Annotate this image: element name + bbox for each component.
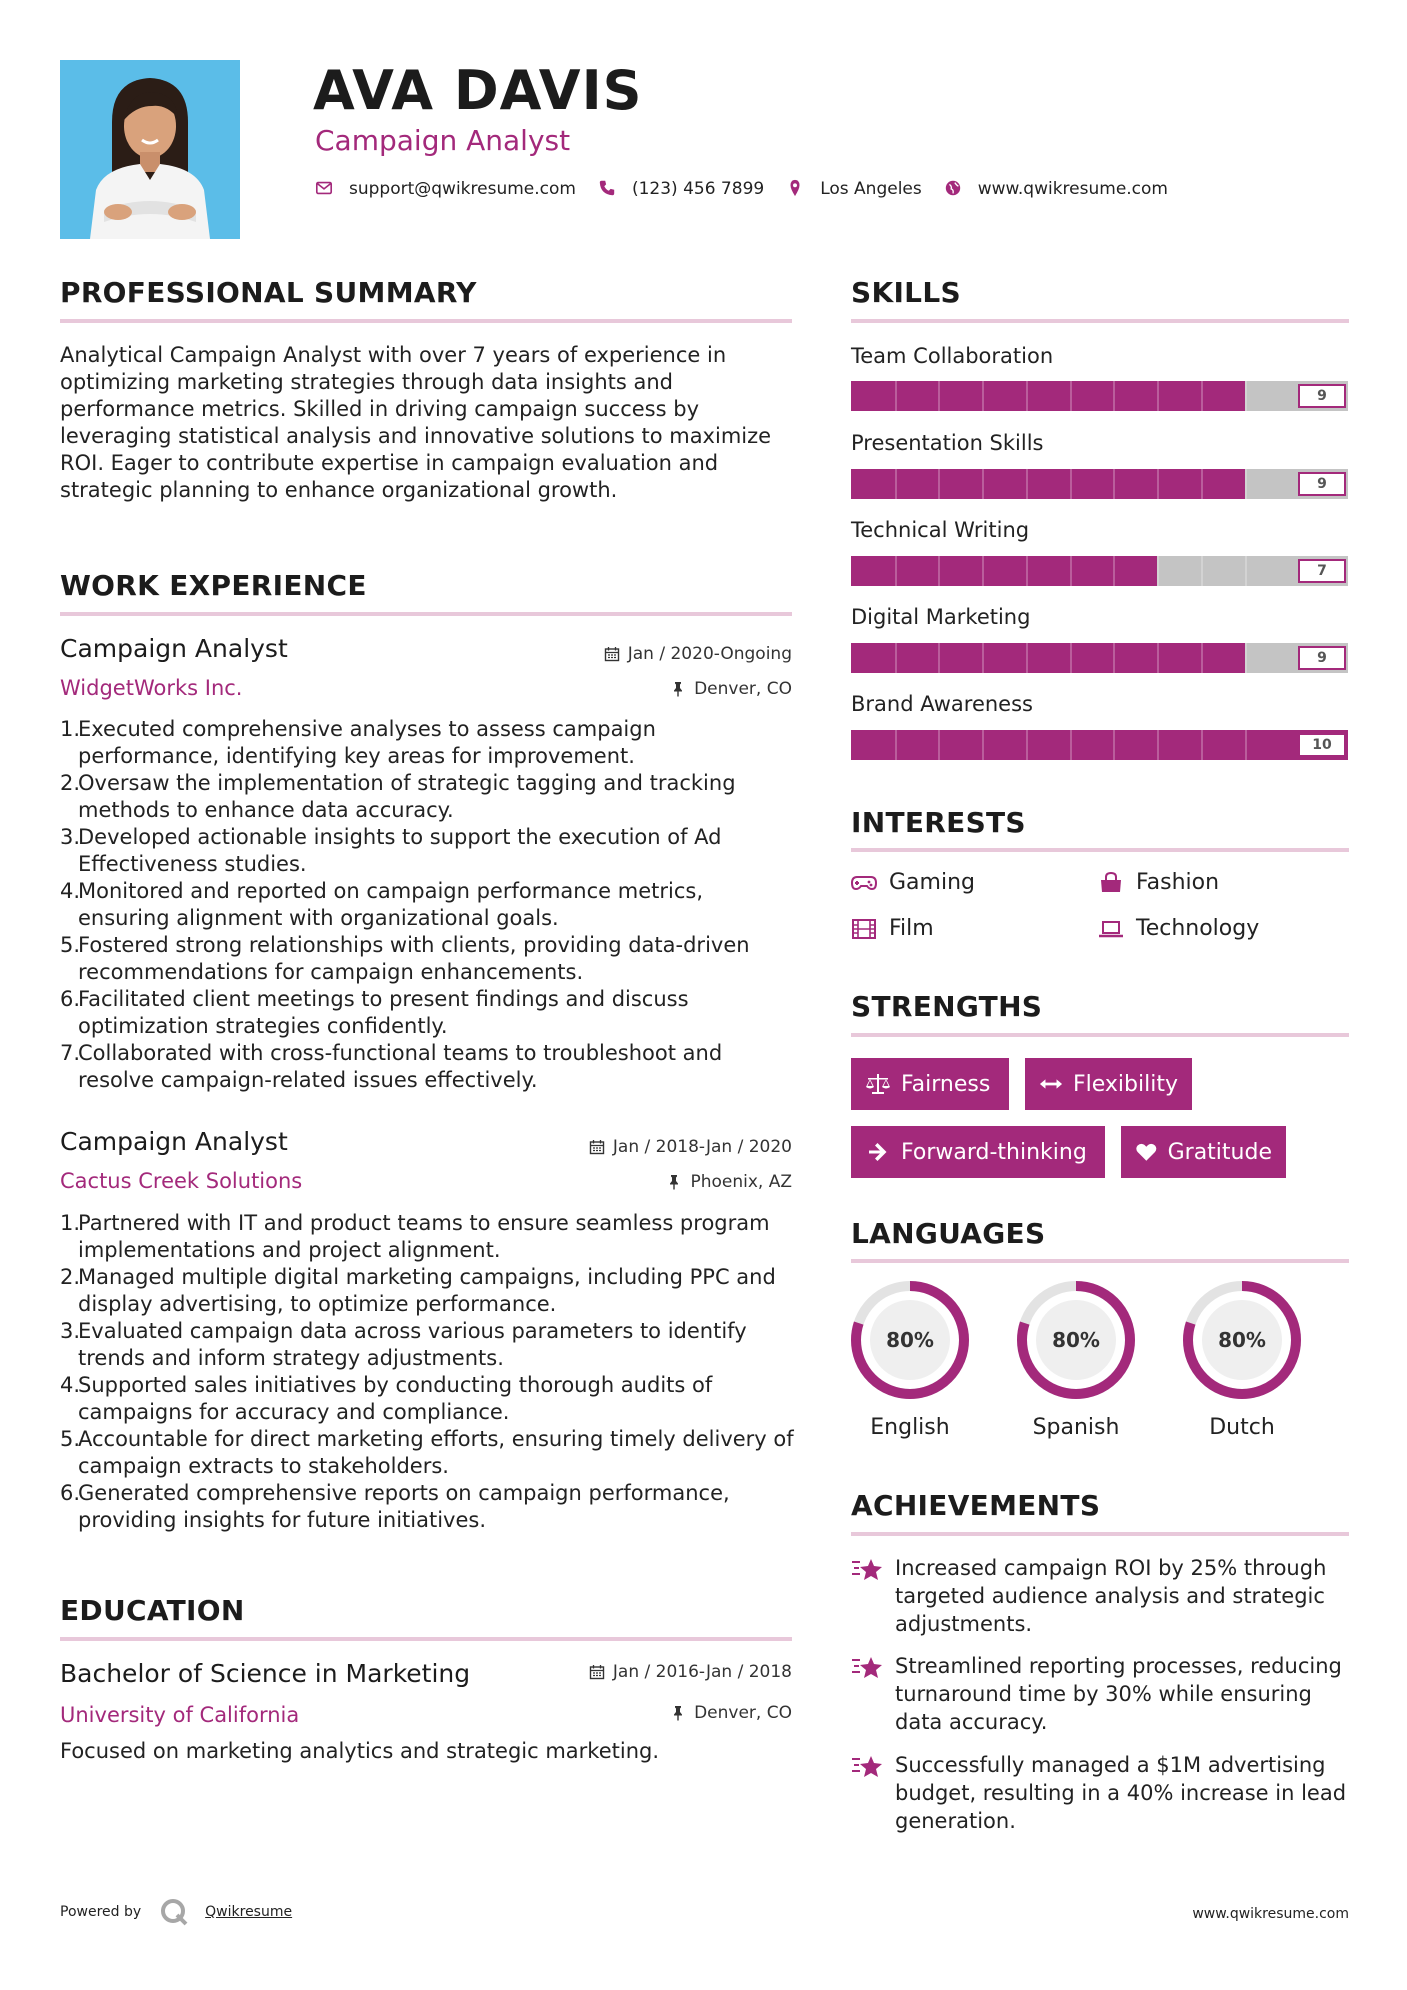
skill-label: Team Collaboration	[851, 344, 1054, 368]
skill-bar-segment	[1113, 643, 1115, 673]
strength-tag	[851, 1126, 1105, 1178]
summary-text: Analytical Campaign Analyst with over 7 years of experience in optimizing marketing strategies through data insights and performance metrics. Skilled in driving campaign success by leveraging statistical analysis and innovative solutions to maximize ROI. Eager to contribute expertise in campaign evaluation and strategic planning to enhance organizational growth.	[60, 343, 772, 502]
experience-heading: WORK EXPERIENCE	[60, 569, 367, 602]
education-dates	[589, 1661, 792, 1683]
balance-scale-icon	[865, 1072, 891, 1096]
job-dates	[589, 1136, 792, 1158]
skill-bar-segment	[1157, 556, 1159, 586]
interest-item	[851, 915, 934, 943]
languages-rule	[851, 1259, 1349, 1263]
list-item: 4. Monitored and reported on campaign performance metrics, ensuring alignment with organizational goals.	[60, 879, 703, 930]
skill-bar-segment	[1113, 730, 1115, 760]
job-dates-text: Jan / 2020-Ongoing	[627, 644, 792, 664]
languages-heading: LANGUAGES	[851, 1217, 1046, 1250]
skill-bar-segment	[1070, 381, 1072, 411]
interests-heading: INTERESTS	[851, 806, 1026, 839]
shooting-star-icon	[851, 1751, 895, 1835]
job-location	[670, 678, 792, 700]
skill-bar-segment	[1157, 643, 1159, 673]
skill-bar-segment	[982, 556, 984, 586]
skill-bar-fill	[851, 469, 1245, 499]
skills-rule	[851, 319, 1349, 323]
skill-bar	[851, 730, 1348, 760]
achievements-rule	[851, 1532, 1349, 1536]
skill-bar-segment	[1245, 556, 1247, 586]
skill-bar-segment	[1245, 469, 1247, 499]
pushpin-icon	[670, 1705, 686, 1721]
skill-bar-fill	[851, 381, 1245, 411]
list-item: 1. Executed comprehensive analyses to assess campaign performance, identifying key areas for improvement.	[60, 717, 656, 768]
skill-bar-segment	[1070, 730, 1072, 760]
contact-location: Los Angeles	[820, 179, 922, 199]
skill-label: Presentation Skills	[851, 431, 1044, 455]
skill-bar-segment	[982, 469, 984, 499]
achievement-text: Increased campaign ROI by 25% through targeted audience analysis and strategic adjustments.	[895, 1556, 1327, 1636]
skill-bar	[851, 556, 1348, 586]
phone-icon	[598, 179, 618, 199]
skill-bar-segment	[1026, 469, 1028, 499]
achievements-heading: ACHIEVEMENTS	[851, 1489, 1101, 1522]
education-location-text: Denver, CO	[694, 1703, 792, 1723]
list-item: 2. Oversaw the implementation of strategic tagging and tracking methods to enhance data accuracy.	[60, 771, 736, 822]
skill-bar-segment	[1245, 730, 1247, 760]
skill-bar-fill	[851, 730, 1348, 760]
job-company: Cactus Creek Solutions	[60, 1169, 303, 1193]
school-name: University of California	[60, 1703, 300, 1727]
skill-bar-segment	[1026, 730, 1028, 760]
summary-heading: PROFESSIONAL SUMMARY	[60, 276, 477, 309]
contact-phone[interactable]: (123) 456 7899	[631, 179, 765, 199]
list-item: 3. Developed actionable insights to support the execution of Ad Effectiveness studies.	[60, 825, 722, 876]
skill-bar-segment	[1201, 469, 1203, 499]
candidate-name: AVA DAVIS	[313, 59, 643, 122]
language-name: English	[870, 1415, 950, 1440]
strength-tag	[1121, 1126, 1286, 1178]
job-duties-list	[60, 716, 800, 1094]
language-item	[848, 1278, 972, 1442]
calendar-icon	[589, 1139, 605, 1155]
skill-bar-segment	[938, 556, 940, 586]
job-title: Campaign Analyst	[60, 634, 288, 663]
footer-website[interactable]: www.qwikresume.com	[1192, 1906, 1349, 1922]
job-location-text: Phoenix, AZ	[690, 1172, 792, 1192]
language-name: Spanish	[1032, 1415, 1120, 1440]
skill-bar-segment	[1070, 556, 1072, 586]
skill-bar-segment	[1245, 643, 1247, 673]
interest-item	[851, 869, 975, 897]
gamepad-icon	[851, 871, 879, 895]
candidate-title: Campaign Analyst	[315, 124, 571, 157]
pushpin-icon	[666, 1174, 682, 1190]
skill-bar-segment	[1026, 643, 1028, 673]
profile-photo	[60, 60, 240, 239]
interest-item	[1098, 869, 1219, 897]
skill-bar-segment	[1201, 556, 1203, 586]
contact-bar	[315, 179, 1190, 199]
interest-label: Film	[889, 916, 934, 941]
map-pin-icon	[786, 179, 806, 199]
skill-bar-segment	[982, 730, 984, 760]
list-item: 2. Managed multiple digital marketing campaigns, including PPC and display advertising, to optimize performance.	[60, 1265, 776, 1316]
job-location-text: Denver, CO	[694, 679, 792, 699]
language-percent: 80%	[1052, 1328, 1100, 1352]
experience-rule	[60, 612, 792, 616]
skill-bar-segment	[1026, 556, 1028, 586]
skill-bar-segment	[1113, 469, 1115, 499]
achievement-item	[851, 1554, 1356, 1638]
strength-label: Fairness	[901, 1071, 991, 1097]
job-company: WidgetWorks Inc.	[60, 676, 243, 700]
education-heading: EDUCATION	[60, 1594, 245, 1627]
skill-bar-segment	[938, 469, 940, 499]
skills-heading: SKILLS	[851, 276, 961, 309]
skill-bar	[851, 469, 1348, 499]
skill-score: 9	[1298, 472, 1346, 496]
strengths-rule	[851, 1033, 1349, 1037]
list-item: 7. Collaborated with cross-functional teams to troubleshoot and resolve campaign-related issues effectively.	[60, 1041, 723, 1092]
footer-powered-by	[60, 1897, 292, 1927]
language-ring	[1180, 1278, 1304, 1402]
interest-label: Technology	[1136, 916, 1260, 941]
skill-bar-segment	[1070, 469, 1072, 499]
skill-bar-segment	[1201, 643, 1203, 673]
qwikresume-link[interactable]: Qwikresume	[205, 1904, 293, 1920]
skill-bar-segment	[1070, 643, 1072, 673]
interest-item	[1098, 915, 1259, 943]
skill-bar-segment	[1026, 381, 1028, 411]
heart-icon	[1135, 1140, 1158, 1164]
skill-bar-segment	[938, 730, 940, 760]
skill-bar-segment	[1113, 381, 1115, 411]
skill-score: 9	[1298, 384, 1346, 408]
pushpin-icon	[670, 681, 686, 697]
skill-bar-fill	[851, 556, 1157, 586]
skill-bar-segment	[895, 381, 897, 411]
achievement-text: Streamlined reporting processes, reducing turnaround time by 30% while ensuring data accuracy.	[895, 1654, 1342, 1734]
handbag-icon	[1098, 871, 1126, 895]
list-item: 5. Fostered strong relationships with clients, providing data-driven recommendations for campaign enhancements.	[60, 933, 750, 984]
skill-bar-segment	[895, 469, 897, 499]
calendar-icon	[604, 646, 620, 662]
arrows-horizontal-icon	[1039, 1072, 1063, 1096]
arrow-right-icon	[865, 1140, 891, 1164]
contact-website[interactable]: www.qwikresume.com	[977, 179, 1168, 199]
language-ring	[848, 1278, 972, 1402]
list-item: 4. Supported sales initiatives by conducting thorough audits of campaigns for accuracy and compliance.	[60, 1373, 713, 1424]
education-rule	[60, 1637, 792, 1641]
language-item	[1180, 1278, 1304, 1442]
skill-bar	[851, 643, 1348, 673]
skill-bar-segment	[1157, 469, 1159, 499]
interest-label: Gaming	[889, 870, 975, 895]
skill-label: Brand Awareness	[851, 692, 1033, 716]
film-icon	[851, 917, 879, 941]
list-item: 5. Accountable for direct marketing efforts, ensuring timely delivery of campaign extracts to stakeholders.	[60, 1427, 794, 1478]
skill-bar-segment	[1201, 730, 1203, 760]
skill-bar-segment	[938, 381, 940, 411]
degree-title: Bachelor of Science in Marketing	[60, 1659, 471, 1688]
skill-score: 7	[1298, 559, 1346, 583]
job-location	[666, 1171, 792, 1193]
globe-icon	[944, 179, 964, 199]
skill-bar-segment	[895, 730, 897, 760]
education-location	[670, 1702, 792, 1724]
skill-bar-segment	[1113, 556, 1115, 586]
achievement-item	[851, 1751, 1356, 1835]
powered-by-label: Powered by	[60, 1904, 142, 1920]
strength-label: Gratitude	[1167, 1139, 1272, 1165]
laptop-icon	[1098, 917, 1126, 941]
skill-score: 10	[1298, 733, 1346, 757]
skill-label: Technical Writing	[851, 518, 1030, 542]
list-item: 3. Evaluated campaign data across various parameters to identify trends and inform strategy adjustments.	[60, 1319, 747, 1370]
language-item	[1014, 1278, 1138, 1442]
skill-bar-segment	[895, 643, 897, 673]
skill-bar-segment	[1201, 381, 1203, 411]
list-item: 6. Generated comprehensive reports on campaign performance, providing insights for future initiatives.	[60, 1481, 730, 1532]
skill-bar-segment	[982, 643, 984, 673]
skill-bar-segment	[1157, 381, 1159, 411]
job-duties-list	[60, 1210, 800, 1534]
skill-bar-segment	[982, 381, 984, 411]
education-description: Focused on marketing analytics and strategic marketing.	[60, 1739, 660, 1763]
shooting-star-icon	[851, 1652, 895, 1736]
skill-bar-segment	[938, 643, 940, 673]
skill-score: 9	[1298, 646, 1346, 670]
achievement-item	[851, 1652, 1356, 1736]
shooting-star-icon	[851, 1554, 895, 1638]
achievement-text: Successfully managed a $1M advertising budget, resulting in a 40% increase in lead generation.	[895, 1753, 1347, 1833]
job-title: Campaign Analyst	[60, 1127, 288, 1156]
skill-bar-segment	[895, 556, 897, 586]
list-item: 1. Partnered with IT and product teams to ensure seamless program implementations and project alignment.	[60, 1211, 770, 1262]
interests-rule	[851, 848, 1349, 852]
language-percent: 80%	[886, 1328, 934, 1352]
envelope-icon	[315, 179, 335, 199]
strength-label: Flexibility	[1073, 1071, 1178, 1097]
interest-label: Fashion	[1136, 870, 1220, 895]
contact-email[interactable]: support@qwikresume.com	[349, 179, 576, 199]
language-name: Dutch	[1209, 1415, 1275, 1440]
summary-rule	[60, 319, 792, 323]
language-percent: 80%	[1218, 1328, 1266, 1352]
calendar-icon	[589, 1664, 605, 1680]
list-item: 6. Facilitated client meetings to present findings and discuss optimization strategies confidently.	[60, 987, 689, 1038]
skill-label: Digital Marketing	[851, 605, 1031, 629]
skill-bar	[851, 381, 1348, 411]
education-dates-text: Jan / 2016-Jan / 2018	[612, 1662, 792, 1682]
job-dates	[604, 643, 792, 665]
skill-bar-segment	[1245, 381, 1247, 411]
language-ring	[1014, 1278, 1138, 1402]
strength-tag	[851, 1058, 1009, 1110]
job-dates-text: Jan / 2018-Jan / 2020	[612, 1137, 792, 1157]
qwikresume-logo-icon	[159, 1897, 189, 1927]
strengths-heading: STRENGTHS	[851, 990, 1043, 1023]
skill-bar-fill	[851, 643, 1245, 673]
strength-label: Forward-thinking	[901, 1139, 1087, 1165]
strength-tag	[1025, 1058, 1192, 1110]
skill-bar-segment	[1157, 730, 1159, 760]
